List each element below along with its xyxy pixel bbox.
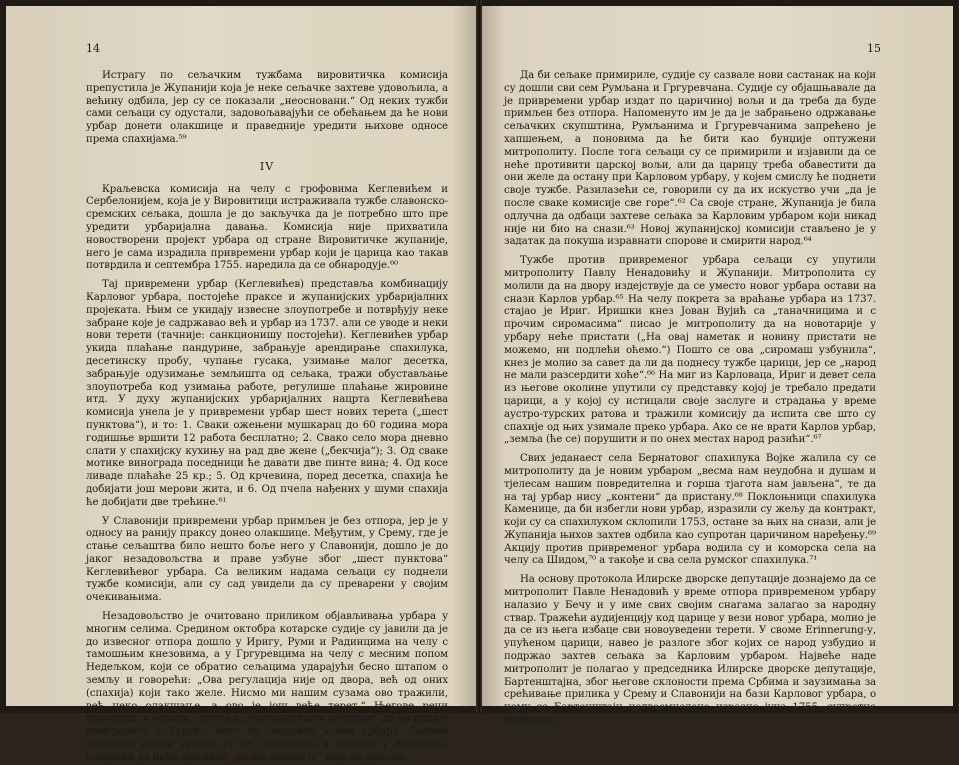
paragraph: Свих једанаест села Бернатовог спахилука Војке жалила су се митрополиту да је новим урбаром „весма нам неудобна и душам и тјелесам нашим повредителна и горша тјагота нам јављена“, те да на тај урбар нису „контени“ да пристану.⁶⁸ Поклоњници спахилука Каменице, да би избегли нови урбар, изразили су жељу да контракт, који су са спахилуком склопили 1753, остане за њих на снази, али је Жупанија њихов захтев одбила као супротан царичином наређењу.⁶⁹ Акцију против привременог урбара водила су и коморска села на челу са Шидом,⁷⁰ а такође и сва села румског спахилука.⁷¹ bbox=[504, 453, 876, 567]
paragraph: У Славонији привремени урбар примљен је без отпора, јер је у односу на ранију праксу донео олакшице. Међутим, у Срему, где је стање сељаштва било нешто боље него у Славонији, дошло је до јаког незадовољства и праве узбуне због „шест пунктова“ Кеглевићевог урбара. Са великим надама сељаци су поднели тужбе комисији, али су сад увидели да су преварени у својим очекивањима. bbox=[86, 515, 448, 604]
section-heading: IV bbox=[259, 159, 275, 173]
paragraph: На основу протокола Илирске дворске депутације дознајемо да се митрополит Павле Ненадовић у време отпора привременом урбару налазио у Бечу и у име свих својим снагама залагао за народну ствар. Тражећи аудијенцију код царице у вези новог урбара, молио је да се из њега избаце сви новоуведени терети. У своме Erinnerung-у, упућеном царици, навео је разлоге због којих се народ узбудио и подржао захтев сељака за Карловим урбаром. Највеће наде митрополит је полагао у председника Илирске дворске депутације, Бартенштајна, због његове склоности према Србима и заузимања за срећивање прилика у Срему и Славонији на бази Карловог урбара, о чему се Бартенштајн недвосмислено изразио јуна 1755. супротно дворском bbox=[504, 574, 876, 727]
right-page bbox=[482, 6, 953, 727]
left-page bbox=[6, 6, 476, 763]
paragraph: Краљевска комисија на челу с грофовима Кеглевићем и Сербелонијем, која је у Вировитици истраживала тужбе славонско-сремских сељака, дошла је до закључка да је потребно што пре уредити урбаријална давања. Комисија није прихватила новоствoрени пројект урбара од стране Вировитичке жупаније, него је сама израдила привремени урбар који је царица као такав потврдила и септембра 1755. наредила да се обнародује.⁶⁰ bbox=[86, 183, 448, 272]
left-page-text bbox=[86, 70, 448, 765]
paragraph: Истрагу по сељачким тужбама вировитичка комисија препустила је Жупанији која је неке сељачке захтеве удовољила, а већину одбила, јер су се показали „неосновани.“ Од неких тужби сами сељаци су одустали, задовољавајући се обећањем да ће нови урбар донети олакшице и праведније уредити њихове односе према спахијама.⁵⁹ bbox=[86, 70, 448, 145]
paragraph: Тај привремени урбар (Кеглевићев) представља комбинацију Карловог урбара, постојеће праксе и жупанијских урбаријалних пројеката. Њим се укидају извесне злоупотребе и потврђују неке забране које је садржавао већ и урбар из 1737. али се уводе и неки нови терети (тачније: санкционишу постојећи). Кеглевићев урбар укида плаћање пандурине, забрањује арендирање спахилука, десетинску пробу, чупање гусака, узимање малог десетка, забрањује одузимање земљишта од сељака, тражи обустављање злоупотреба код узимања работе, регулише плаћање жировине итд. У духу жупанијских урбаријалних нацрта Кеглевићева комисија унела је у привремени урбар шест нових терета („шест пунктова“), и то: 1. Сваки ожењени мушкарац до 60 година мора годишње вршити 12 работа бесплатно; 2. Свако село мора дневно слати у спахијску кухињу на рад две жене („бекчија“); 3. Од сваке мотике винограда поседници ће давати две пинте вина; 4. Од косе ливаде плаћаће 25 кр.; 5. Од крчевина, поред десетка, спахија ће добијати још мерови жита, и 6. Од пчела нађених у шуми спахија ће добијати две трећине.⁶¹ bbox=[86, 279, 448, 508]
right-page-text bbox=[504, 70, 876, 728]
page-number-left: 14 bbox=[86, 42, 100, 55]
paragraph: Незадовољство је очитовано приликом објављивања урбара у многим селима. Средином октобра котарске судије су јавили да је до извесног отпора дошло у Иригу, Руми и Радинцима на челу с тамошњим кнезовима, а у Гргуревцима на челу с месним попом Недељком, који се обратио сељацима ударајући бесно штапом о земљу и говорећи: „Ова регулација није од двора, већ од оних (спахија) који тако желе. Нисмо ми нашим сузама ово тражили, већ неко олакшање, а ово је још веће терет.“ Његове речи поновише и остали, претећи „бунтовничким начином“ да ће радије емигрирати у Турску, него се покорити новом урбару. Сасвим отворено новом урбару су се противили и сељаци у Ердевику, говорећи да неће примити „разне новитете“ које он доноси. bbox=[86, 611, 448, 763]
paragraph: Да би сељаке примириле, судије су сазвале нови састанак на који су дошли сви сем Румљана и Гргуревчана. Судије су објашњавале да је привремени урбар издат по царичиној вољи и да треба да буде примљен без отпора. Напоменуто им је да је забрањено одржавање сељачких скупштина, Румљанима и Гргуревчанима запрећено је хапшењем, а поновима да ће бити као бунџије оптужени митрополиту. После тога сељаци су се примирили и изјавили да се неће противити царској вољи, али да царицу треба обавестити да они желе да остану при Карловом урбару, у којем смислу ће поднети своје тужбе. Разилазећи се, говорили су да их искуство учи „да је после сваке комисије све горе“.⁶² Са своје стране, Жупанија је била одлучна да одбаци захтеве сељака за Карловим урбаром који никад није ни био на снази.⁶³ Новој жупанијској комисији стављено је у задатак да покуша изравнати спорове и смирити народ.⁶⁴ bbox=[504, 70, 876, 248]
paragraph: Тужбе против привременог урбара сељаци су упутили митрополиту Павлу Ненадовићу и Жупанији. Митрополита су молили да на двору издејствује да се уместо новог урбара остави на снази Карлов урбар.⁶⁵ На челу покрета за враћање урбара из 1737. стајао је Ириг. Иришки кнез Јован Вујић са „таначницима и с прочим сиромасима“ писао је митрополиту да на новотарије у урбару неће пристати („На оваj наметак и новину пристати не можемо, ни подлећи оћемо.“) Пошто се ова „сиромаш узбунила“, кнез је молио за савет да ли да поднесу тужбе царици, јер се „народ не мали разсердити хоће“.⁶⁶ На миг из Карловаца, Ириг и девет села из његове околине упутили су представку којој је требало предати царици, а у којој су истицали своје заслуге и страдања у време аустро-турских ратова и тражили комисију да испита све што су спахије од њих узимале преко урбара. Ако се не врати Карлов урбар, „земља (ће се) порушити и по онех местах народ разићи“.⁶⁷ bbox=[504, 255, 876, 446]
page-number-right: 15 bbox=[867, 42, 881, 55]
